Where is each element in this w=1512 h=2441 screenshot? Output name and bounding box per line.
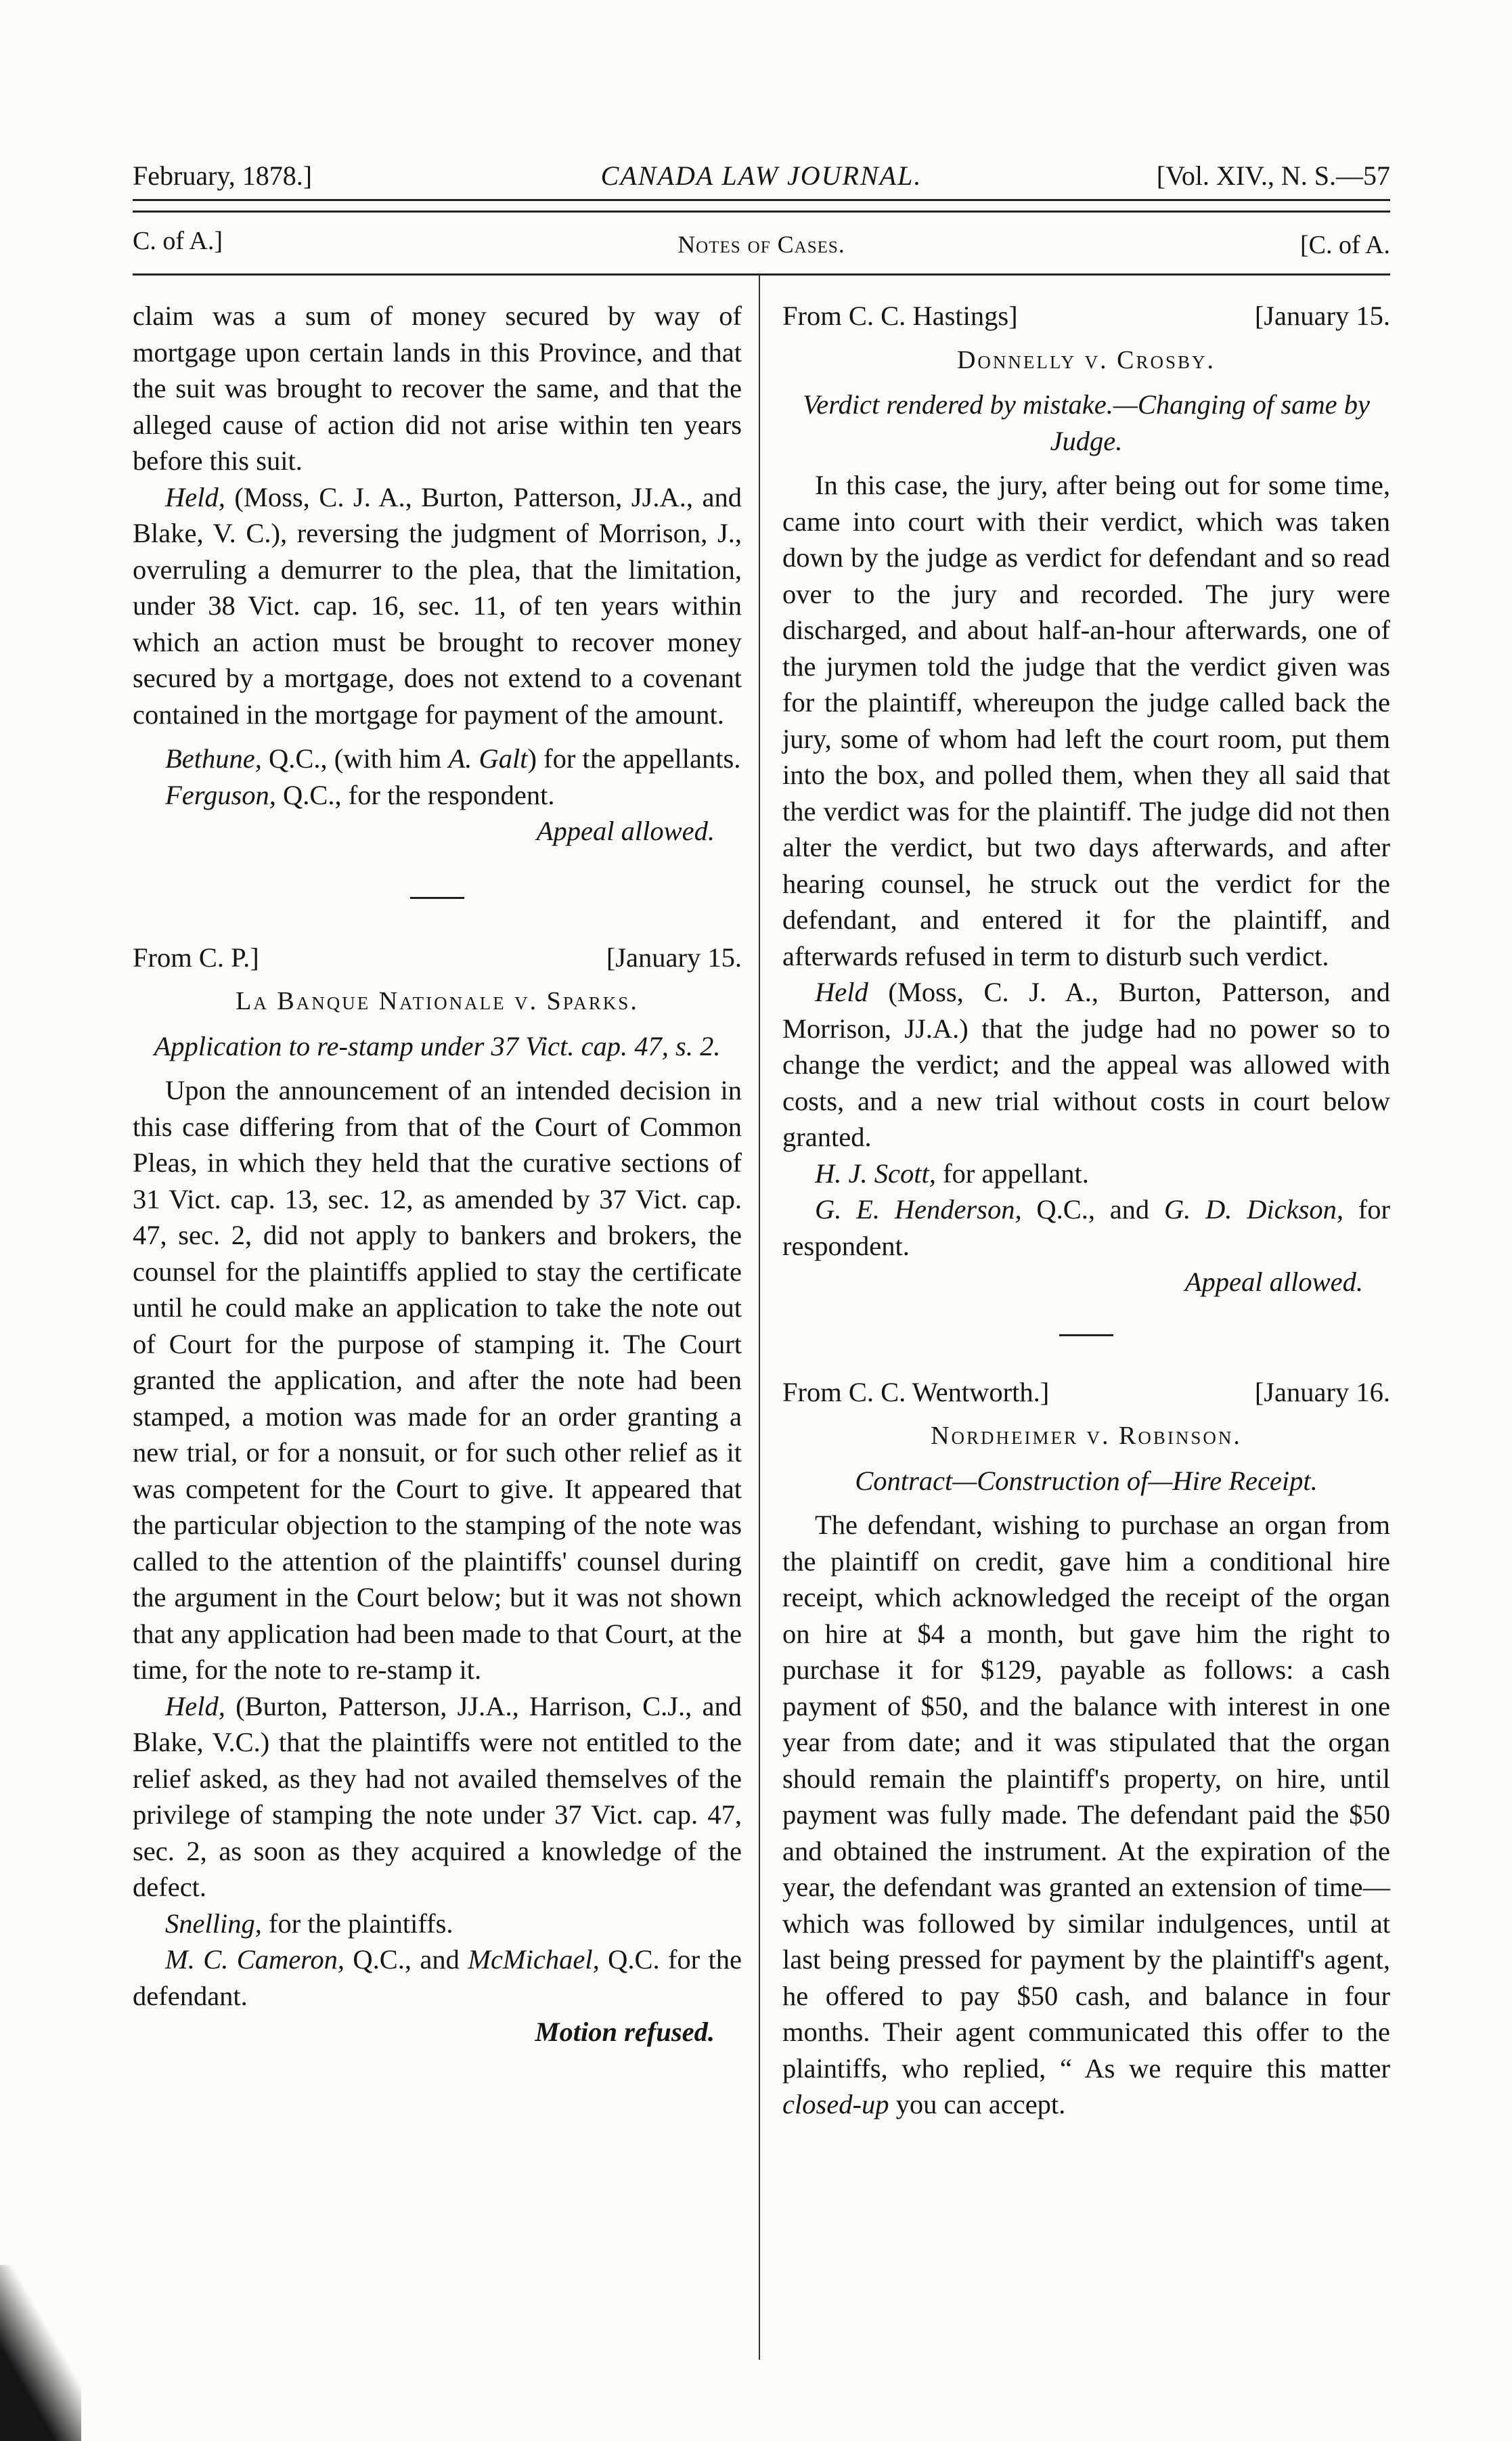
counsel-line: Bethune, Q.C., (with him A. Galt) for the appellants. <box>165 743 741 774</box>
case-source: From C. C. Hastings] <box>782 301 1018 331</box>
case-separator <box>1059 1334 1113 1336</box>
case-title: La Banque Nationale v. Sparks. <box>236 987 639 1015</box>
case-source: From C. C. Wentworth.] <box>782 1376 1050 1407</box>
case-headnote: Application to re-stamp under 37 Vict. cap. 47, s. 2. <box>154 1030 721 1061</box>
court-right: [C. of A. <box>1300 231 1390 259</box>
column-divider <box>759 275 760 2360</box>
running-head-date: February, 1878.] <box>133 160 313 191</box>
section-title: Notes of Cases. <box>677 231 845 258</box>
case-title: Nordheimer v. Robinson. <box>931 1422 1242 1450</box>
counsel-line: G. E. Henderson, Q.C., and G. D. Dickson, for respondent. <box>782 1194 1390 1261</box>
case-source-line <box>782 298 1390 334</box>
court-left: C. of A.] <box>133 227 223 255</box>
continuation-paragraph: claim was a sum of money secured by way of mortgage upon certain lands in this Province, and that the suit was brought to recover the same, and that the alleged cause of action did not arise within ten years before this suit. <box>133 301 742 476</box>
case-headnote: Verdict rendered by mistake.—Changing of same by Judge. <box>803 389 1370 456</box>
right-column <box>782 298 1390 2123</box>
case-separator <box>410 897 464 899</box>
held-lead: Held, <box>165 481 225 512</box>
page-edge-shadow <box>0 2265 81 2441</box>
counsel-line: M. C. Cameron, Q.C., and McMichael, Q.C. for the defendant. <box>133 1944 742 2011</box>
case-result: Appeal allowed. <box>1184 1267 1363 1297</box>
case-headnote: Contract—Construction of—Hire Receipt. <box>855 1465 1318 1496</box>
case-date: [January 16. <box>1254 1376 1390 1407</box>
counsel-line: H. J. Scott, for appellant. <box>815 1158 1089 1189</box>
case-result: Motion refused. <box>535 2017 715 2047</box>
volume-page-number: [Vol. XIV., N. S.—57 <box>1156 160 1390 191</box>
section-rule <box>133 273 1390 276</box>
header-double-rule <box>133 199 1390 213</box>
case-date: [January 15. <box>1254 301 1390 331</box>
running-head <box>133 160 1390 200</box>
case-source-line <box>133 940 742 976</box>
case-title: Donnelly v. Crosby. <box>956 345 1216 374</box>
case-body: Upon the announcement of an intended decision in this case differing from that of the Court of Common Pleas, in which they held that the curative sections of 31 Vict. cap. 13, sec. 12, as amended by 37 Vict. cap. 47, sec. 2, did not apply to bankers and brokers, the counsel for the plaintiffs applied to stay the certificate until he could make an application to take the note out of Court for the purpose of stamping it. The Court granted the application, and after the note had been stamped, a motion was made for an order granting a new trial, or for a nonsuit, or for such other relief as it was competent for the Court to give. It appeared that the particular objection to the stamping of the note was called to the attention of the plaintiffs' counsel during the argument in the Court below; but it was not shown that any application had been made to that Court, at the time, for the note to re-stamp it. <box>133 1075 742 1685</box>
case-body: The defendant, wishing to purchase an organ from the plaintiff on credit, gave him a conditional hire receipt, which acknowledged the receipt of the organ on hire at $4 a month, but gave him the right to purchase it for $129, payable as follows: a cash payment of $50, and the balance with interest in one year from date; and it was stipulated that the organ should remain the plaintiff's property, on hire, until payment was fully made. The defendant paid the $50 and obtained the instrument. At the expiration of the year, the defendant was granted an extension of time—which was followed by similar indulgences, until at last being pressed for payment by the plaintiff's agent, he offered to pay $50 cash, and balance in four months. Their agent communicated this offer to the plaintiffs, who replied, “ As we require this matter closed-up you can accept. <box>782 1510 1390 2119</box>
journal-title: CANADA LAW JOURNAL. <box>600 160 922 191</box>
counsel-line: Ferguson, Q.C., for the respondent. <box>165 779 555 810</box>
case-result: Appeal allowed. <box>536 816 715 846</box>
section-head <box>133 226 1390 267</box>
held-paragraph: Held, (Burton, Patterson, JJ.A., Harrison, C.J., and Blake, V.C.) that the plaintiffs were not entitled to the relief asked, as they had not availed themselves of the privilege of stamping the note under 37 Vict. cap. 47, sec. 2, as soon as they acquired a knowledge of the defect. <box>133 1690 742 1902</box>
held-paragraph: Held (Moss, C. J. A., Burton, Patterson, and Morrison, JJ.A.) that the judge had no power so to change the verdict; and the appeal was allowed with costs, and a new trial without costs in court below granted. <box>782 977 1390 1152</box>
case-source-line <box>782 1374 1390 1411</box>
case-date: [January 15. <box>606 942 742 973</box>
case-body: In this case, the jury, after being out for some time, came into court with their verdict, which was taken down by the judge as verdict for defendant and so read over to the jury and recorded. The jury were discharged, and about half-an-hour afterwards, one of the jurymen told the judge that the verdict given was for the plaintiff, whereupon the judge called back the jury, some of whom had left the court room, put them into the box, and polled them, when they all said that the verdict was for the plaintiff. The judge did not then alter the verdict, but two days afterwards, and after hearing counsel, he struck out the verdict for the defendant, and entered it for the plaintiff, and afterwards refused in term to disturb such verdict. <box>782 470 1390 971</box>
held-paragraph: Held, (Moss, C. J. A., Burton, Patterson, JJ.A., and Blake, V. C.), reversing the judgment of Morrison, J., overruling a demurrer to the plea, that the limitation, under 38 Vict. cap. 16, sec. 11, of ten years within which an action must be brought to recover money secured by a mortgage, does not extend to a covenant contained in the mortgage for payment of the amount. <box>133 481 742 730</box>
counsel-line: Snelling, for the plaintiffs. <box>165 1908 453 1939</box>
left-column <box>133 298 742 2050</box>
case-source: From C. P.] <box>133 942 259 973</box>
